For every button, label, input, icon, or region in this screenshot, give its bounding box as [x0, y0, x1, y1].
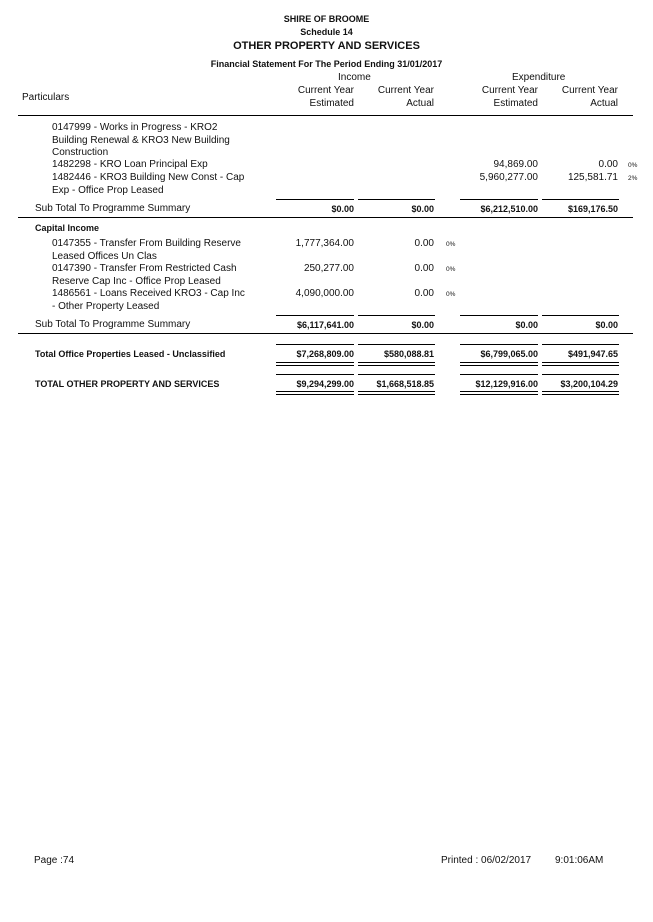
subtotal-expenditure-actual: $0.00	[595, 320, 618, 330]
expenditure-group-header: Expenditure	[512, 72, 566, 83]
exp-est-rule	[460, 315, 538, 316]
exp-act-rule	[542, 199, 619, 200]
item-line: 1482298 - KRO Loan Principal Exp	[52, 159, 208, 170]
income-percent: 0%	[446, 241, 456, 248]
total-office-label: Total Office Properties Leased - Unclassified	[35, 349, 226, 359]
item-line: 1486561 - Loans Received KRO3 - Cap Inc	[52, 288, 245, 299]
expenditure-estimated-header: Current Year	[481, 85, 538, 96]
item-line: Exp - Office Prop Leased	[52, 184, 164, 196]
expenditure-actual-value: 0.00	[598, 159, 618, 170]
subtotal-expenditure-estimated: $0.00	[515, 320, 538, 330]
schedule-number: Schedule 14	[300, 27, 353, 37]
header-divider	[18, 115, 633, 116]
exp-act-rule	[542, 344, 619, 345]
expenditure-actual-header: Current Year	[561, 85, 618, 96]
section-divider	[18, 217, 633, 218]
income-actual-value: 0.00	[414, 288, 434, 299]
particulars-header: Particulars	[22, 92, 70, 103]
income-est-double-rule	[276, 391, 354, 395]
item-line: Construction	[52, 147, 109, 158]
section-divider	[18, 333, 633, 334]
grand-total-expenditure-estimated: $12,129,916.00	[475, 379, 538, 389]
subtotal-income-estimated: $0.00	[331, 204, 354, 214]
total-office-income-estimated: $7,268,809.00	[296, 349, 354, 359]
income-est-rule	[276, 344, 354, 345]
subtotal-expenditure-actual: $169,176.50	[567, 204, 618, 214]
list-item	[52, 238, 241, 263]
income-estimated-header: Current Year	[297, 85, 354, 96]
income-act-rule	[358, 374, 435, 375]
subtotal-income-actual: $0.00	[411, 204, 434, 214]
income-estimated-subheader: Estimated	[309, 98, 354, 109]
exp-est-double-rule	[460, 391, 538, 395]
expenditure-percent: 0%	[628, 162, 638, 169]
income-act-rule	[358, 344, 435, 345]
total-office-expenditure-estimated: $6,799,065.00	[480, 349, 538, 359]
expenditure-percent: 2%	[628, 175, 638, 182]
subtotal-expenditure-estimated: $6,212,510.00	[480, 204, 538, 214]
item-line: Leased Offices Un Clas	[52, 250, 157, 262]
income-est-rule	[276, 374, 354, 375]
subtotal-income-estimated: $6,117,641.00	[296, 320, 354, 330]
item-line: 0147355 - Transfer From Building Reserve	[52, 238, 241, 249]
section-heading: Capital Income	[35, 223, 100, 233]
exp-act-rule	[542, 315, 619, 316]
printed-time: 9:01:06AM	[555, 855, 604, 866]
total-office-expenditure-actual: $491,947.65	[567, 349, 618, 359]
income-act-rule	[358, 199, 435, 200]
item-line: 0147390 - Transfer From Restricted Cash	[52, 263, 237, 274]
grand-total-income-estimated: $9,294,299.00	[296, 379, 354, 389]
expenditure-estimated-value: 94,869.00	[493, 159, 538, 170]
item-line: Building Renewal & KRO3 New Building	[52, 134, 230, 146]
exp-est-rule	[460, 374, 538, 375]
org-name: SHIRE OF BROOME	[283, 14, 370, 24]
income-percent: 0%	[446, 291, 456, 298]
income-actual-header: Current Year	[377, 85, 434, 96]
list-item	[52, 122, 230, 160]
income-act-rule	[358, 315, 435, 316]
income-actual-value: 0.00	[414, 238, 434, 249]
item-line: 1482446 - KRO3 Building New Const - Cap	[52, 172, 245, 183]
income-group-header: Income	[338, 72, 371, 83]
expenditure-estimated-subheader: Estimated	[493, 98, 538, 109]
income-act-double-rule	[358, 362, 435, 366]
item-line: 0147999 - Works in Progress - KRO2	[52, 122, 218, 133]
exp-est-rule	[460, 199, 538, 200]
grand-total-label: TOTAL OTHER PROPERTY AND SERVICES	[35, 379, 220, 389]
report-title: OTHER PROPERTY AND SERVICES	[233, 40, 420, 52]
item-line: - Other Property Leased	[52, 300, 160, 312]
page-number: Page :74	[34, 855, 75, 866]
list-item	[52, 288, 245, 313]
list-item	[52, 263, 237, 288]
grand-total-income-actual: $1,668,518.85	[376, 379, 434, 389]
income-estimated-value: 1,777,364.00	[295, 238, 354, 249]
printed-date: Printed : 06/02/2017	[441, 855, 532, 866]
income-est-rule	[276, 315, 354, 316]
subtotal-label: Sub Total To Programme Summary	[35, 203, 191, 214]
expenditure-actual-subheader: Actual	[590, 98, 618, 109]
income-actual-subheader: Actual	[406, 98, 434, 109]
item-line: Reserve Cap Inc - Office Prop Leased	[52, 275, 221, 287]
income-est-double-rule	[276, 362, 354, 366]
list-item	[52, 172, 244, 197]
grand-total-expenditure-actual: $3,200,104.29	[560, 379, 618, 389]
list-item	[52, 159, 208, 172]
income-act-double-rule	[358, 391, 435, 395]
exp-est-rule	[460, 344, 538, 345]
subtotal-income-actual: $0.00	[411, 320, 434, 330]
income-actual-value: 0.00	[414, 263, 434, 274]
income-estimated-value: 250,277.00	[303, 263, 354, 274]
income-estimated-value: 4,090,000.00	[295, 288, 354, 299]
expenditure-actual-value: 125,581.71	[567, 172, 618, 183]
subtotal-label: Sub Total To Programme Summary	[35, 319, 191, 330]
report-period: Financial Statement For The Period Ending 31/01/2017	[210, 59, 443, 69]
exp-act-double-rule	[542, 391, 619, 395]
income-percent: 0%	[446, 266, 456, 273]
exp-act-rule	[542, 374, 619, 375]
expenditure-estimated-value: 5,960,277.00	[479, 172, 538, 183]
income-est-rule	[276, 199, 354, 200]
exp-act-double-rule	[542, 362, 619, 366]
exp-est-double-rule	[460, 362, 538, 366]
total-office-income-actual: $580,088.81	[383, 349, 434, 359]
